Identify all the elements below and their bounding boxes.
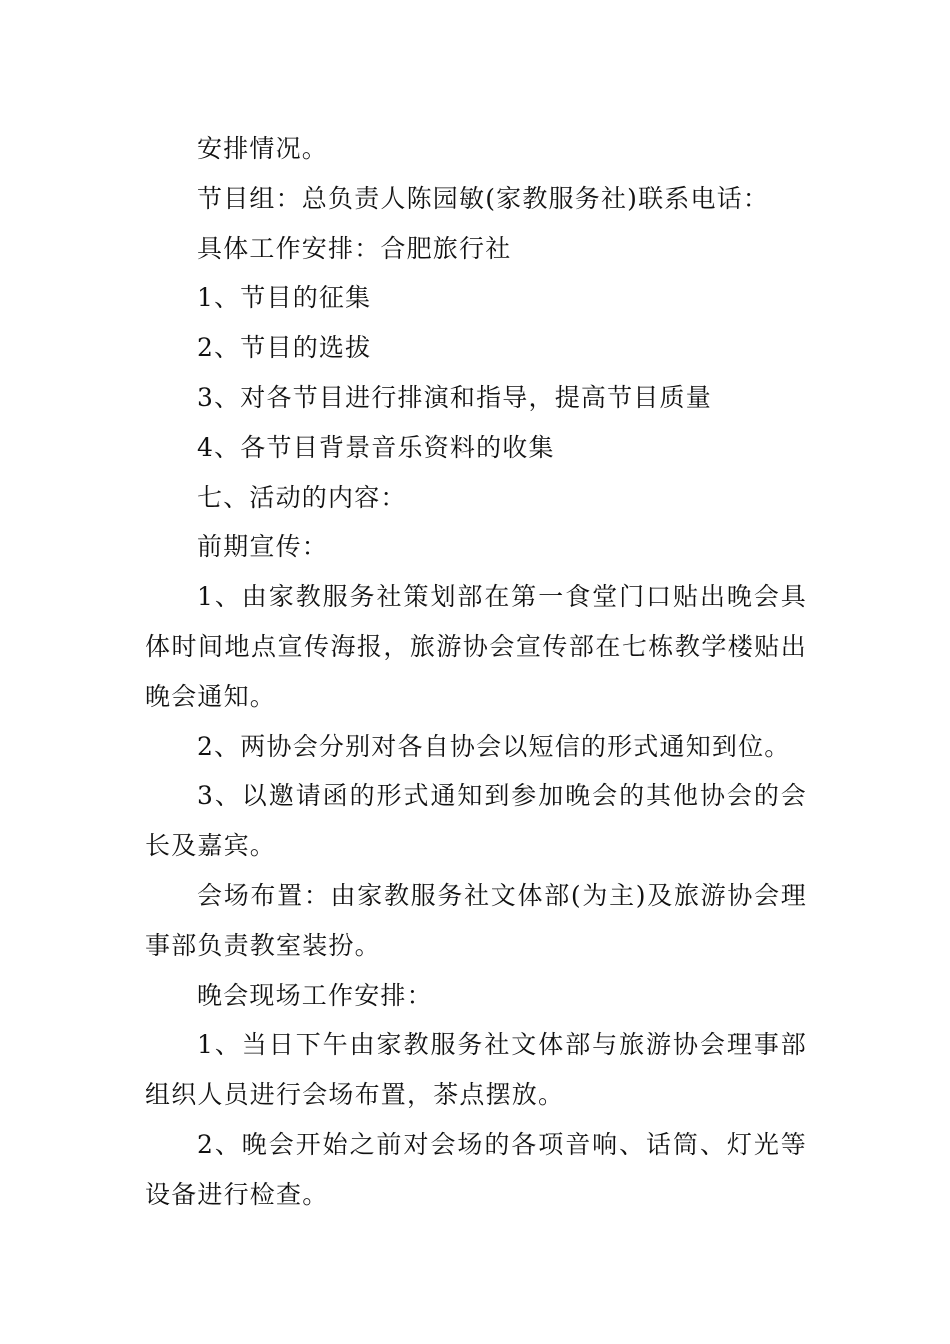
paragraph: 2、两协会分别对各自协会以短信的形式通知到位。 <box>197 731 791 761</box>
paragraph: 3、以邀请函的形式通知到参加晚会的其他协会的会长及嘉宾。 <box>145 781 807 861</box>
paragraph: 1、节目的征集 <box>197 283 372 313</box>
paragraph: 节目组：总负责人陈园敏(家教服务社)联系电话： <box>197 183 770 213</box>
paragraph: 3、对各节目进行排演和指导，提高节目质量 <box>197 382 712 412</box>
paragraph: 具体工作安排：合肥旅行社 <box>197 233 512 263</box>
paragraph: 4、各节目背景音乐资料的收集 <box>197 432 555 462</box>
paragraph: 2、晚会开始之前对会场的各项音响、话筒、灯光等设备进行检查。 <box>145 1129 807 1209</box>
paragraph: 安排情况。 <box>197 134 329 163</box>
paragraph: 会场布置：由家教服务社文体部(为主)及旅游协会理事部负责教室装扮。 <box>145 880 807 960</box>
paragraph: 晚会现场工作安排： <box>197 980 433 1010</box>
document-body <box>145 124 807 1220</box>
paragraph: 1、由家教服务社策划部在第一食堂门口贴出晚会具体时间地点宣传海报，旅游协会宣传部在七栋教学楼贴出晚会通知。 <box>145 582 807 711</box>
paragraph: 1、当日下午由家教服务社文体部与旅游协会理事部组织人员进行会场布置，茶点摆放。 <box>145 1030 807 1110</box>
paragraph: 前期宣传： <box>197 532 329 562</box>
paragraph: 七、活动的内容： <box>197 482 407 512</box>
paragraph: 2、节目的选拔 <box>197 333 372 363</box>
